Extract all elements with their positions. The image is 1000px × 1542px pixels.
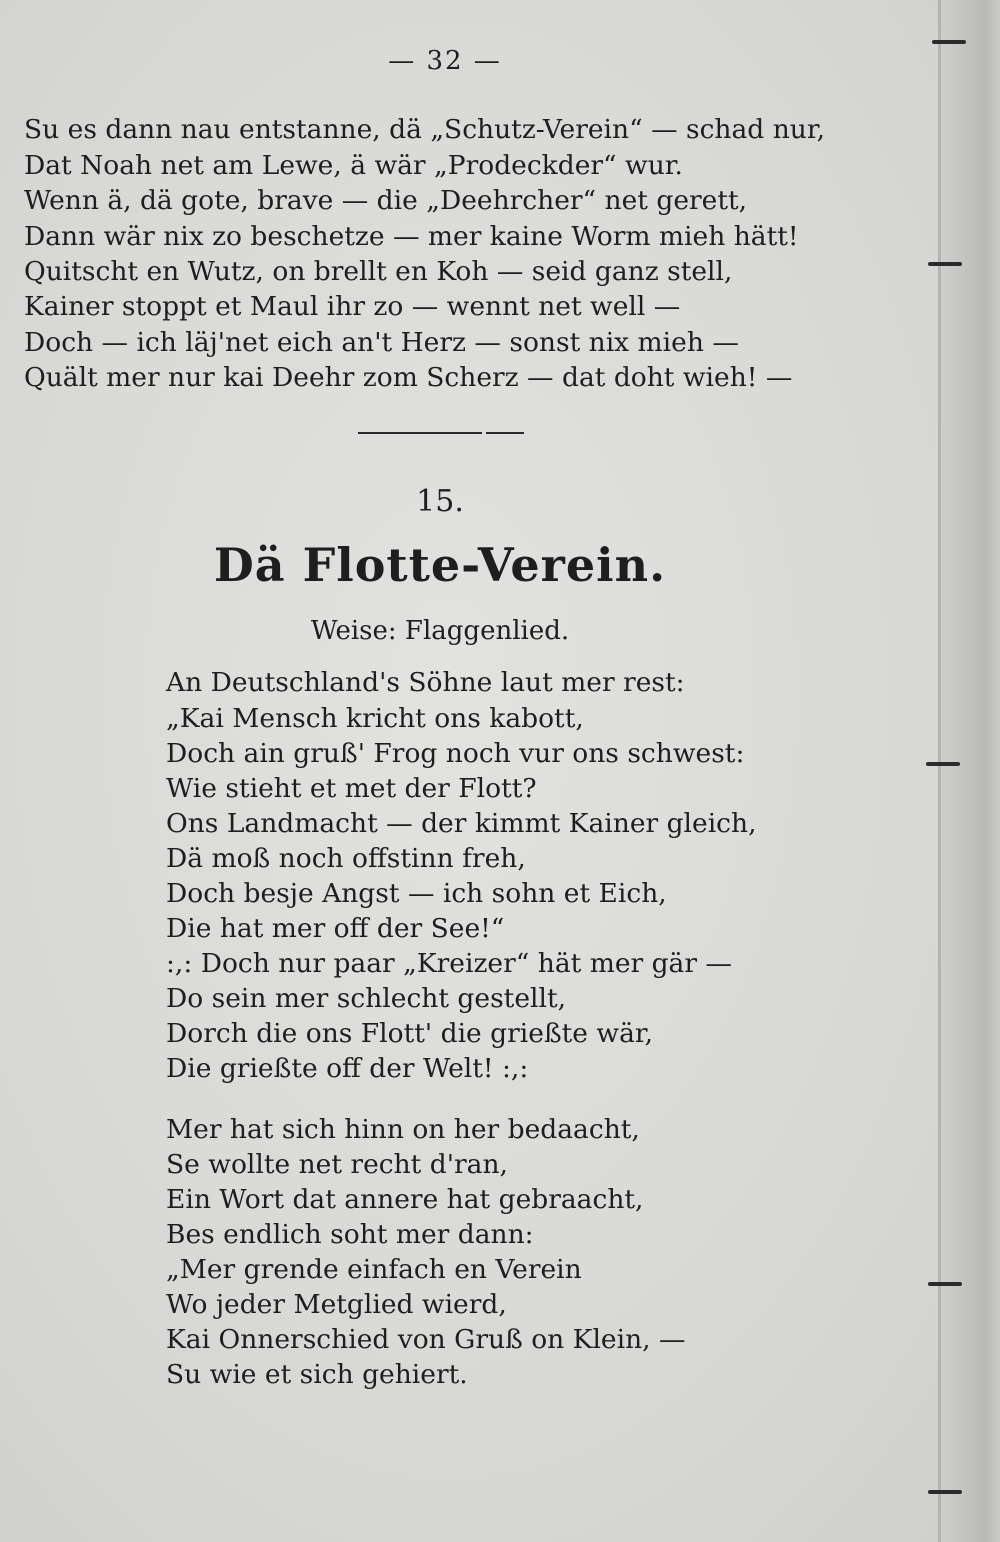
verse-line: Kainer stoppt et Maul ihr zo — wennt net well — — [24, 291, 681, 322]
poem-tune: Weise: Flaggenlied. — [310, 616, 570, 646]
poem-title: Dä Flotte-Verein. — [213, 538, 667, 592]
verse-line: Wenn ä, dä gote, brave — die „Deehrcher“ net gerett, — [24, 185, 748, 216]
stanza-line: Wo jeder Metglied wierd, — [166, 1289, 507, 1320]
stanza-line: Die hat mer off der See!“ — [166, 913, 505, 944]
stanza-line: Ein Wort dat annere hat gebraacht, — [166, 1184, 644, 1215]
stanza-line: Do sein mer schlecht gestellt, — [166, 983, 567, 1014]
stanza-line: An Deutschland's Söhne laut mer rest: — [166, 667, 685, 698]
verse-line: Doch — ich läj'net eich an't Herz — sonst nix mieh — — [24, 327, 739, 358]
stanza-line: Dorch die ons Flott' die grießte wär, — [166, 1018, 654, 1049]
stanza-line: Su wie et sich gehiert. — [166, 1359, 468, 1390]
binding-stitch — [932, 40, 966, 44]
page-number: — 32 — — [388, 46, 502, 76]
binding-stitch — [928, 1282, 962, 1286]
stanza-line: Doch ain gruß' Frog noch vur ons schwest: — [166, 738, 745, 769]
stanza-line: Bes endlich soht mer dann: — [166, 1219, 534, 1250]
page-fold-line — [938, 0, 941, 1542]
stanza-line: Se wollte net recht d'ran, — [166, 1149, 508, 1180]
stanza-line: Ons Landmacht — der kimmt Kainer gleich, — [166, 808, 757, 839]
binding-stitch — [928, 1490, 962, 1494]
verse-line: Quitscht en Wutz, on brellt en Koh — seid ganz stell, — [24, 256, 733, 287]
stanza-line: Kai Onnerschied von Gruß on Klein, — — [166, 1324, 686, 1355]
stanza-line: :,: Doch nur paar „Kreizer“ hät mer gär — — [166, 948, 732, 979]
stanza-line: „Kai Mensch kricht ons kabott, — [166, 703, 584, 734]
stanza-line: „Mer grende einfach en Verein — [166, 1254, 582, 1285]
stanza-line: Dä moß noch offstinn freh, — [166, 843, 526, 874]
verse-line: Quält mer nur kai Deehr zom Scherz — dat doht wieh! — — [24, 362, 793, 393]
verse-line: Dann wär nix zo beschetze — mer kaine Worm mieh hätt! — [24, 221, 799, 252]
binding-stitch — [926, 762, 960, 766]
stanza-line: Die grießte off der Welt! :,: — [166, 1053, 529, 1084]
section-divider — [358, 432, 482, 434]
stanza-line: Wie stieht et met der Flott? — [166, 773, 537, 804]
section-divider — [486, 432, 524, 434]
verse-line: Dat Noah net am Lewe, ä wär „Prodeckder“ wur. — [24, 150, 683, 181]
page-binding-edge — [938, 0, 1000, 1542]
poem-number: 15. — [416, 484, 464, 519]
binding-stitch — [928, 262, 962, 266]
stanza-line: Doch besje Angst — ich sohn et Eich, — [166, 878, 667, 909]
stanza-line: Mer hat sich hinn on her bedaacht, — [166, 1114, 640, 1145]
verse-line: Su es dann nau entstanne, dä „Schutz-Verein“ — schad nur, — [24, 114, 826, 145]
